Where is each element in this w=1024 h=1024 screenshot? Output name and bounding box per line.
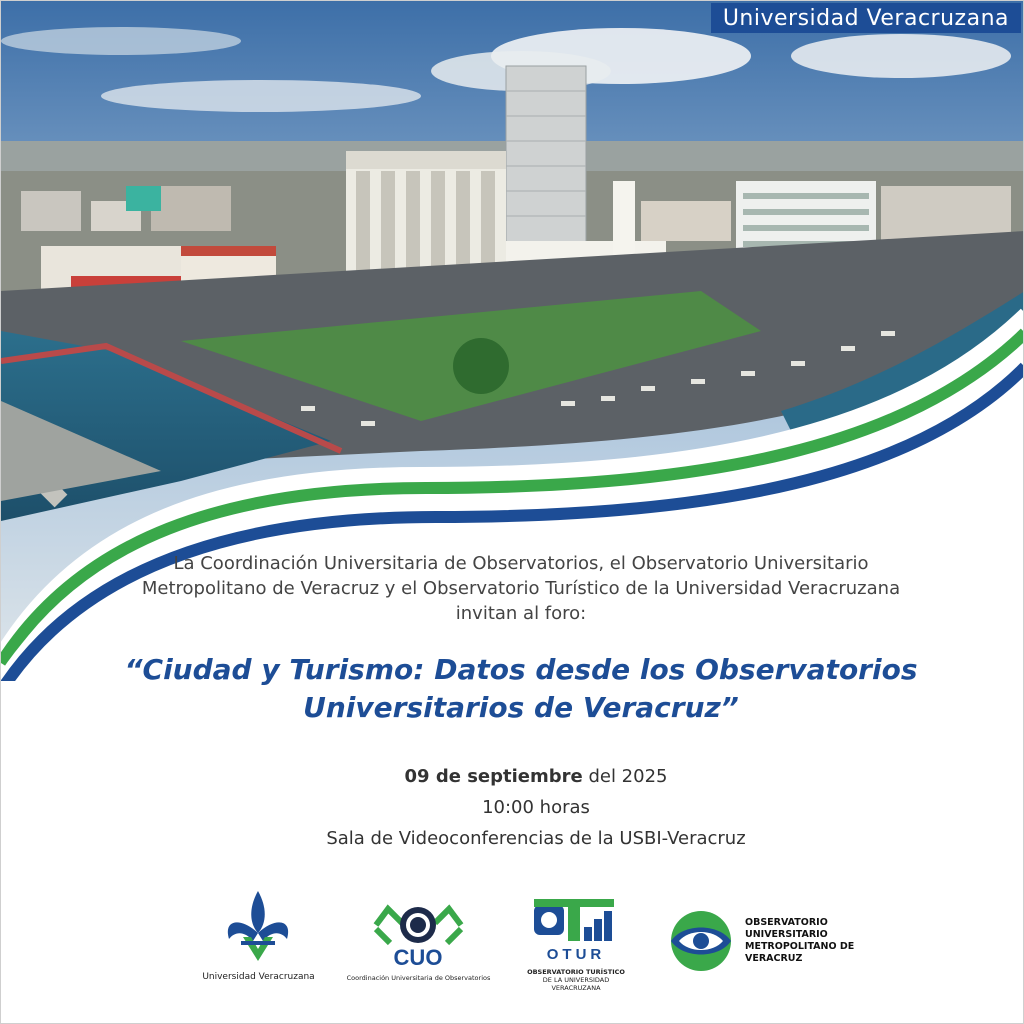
oumv-line: VERACRUZ — [745, 953, 803, 964]
event-date-bold: 09 de septiembre — [404, 766, 583, 787]
event-date-rest: del 2025 — [582, 766, 668, 787]
cuo-logo-caption: Coordinación Universitaria de Observatorios — [346, 974, 491, 982]
event-details — [231, 761, 841, 854]
oumv-line: UNIVERSITARIO — [745, 929, 828, 940]
event-title — [91, 651, 951, 727]
intro-line: Metropolitano de Veracruz y el Observatorio Turístico de la Universidad Veracruzana — [141, 578, 901, 599]
event-date — [231, 761, 841, 792]
otur-acronym: OTUR — [546, 946, 606, 963]
globe-eye-icon — [669, 909, 733, 973]
uv-flor-de-lis-icon — [201, 887, 316, 967]
logo-bar — [1, 881, 1024, 991]
otur-icon — [526, 897, 626, 963]
oumv-line: OBSERVATORIO — [745, 917, 828, 928]
event-title-line: Universitarios de Veracruz” — [303, 691, 739, 724]
event-time: 10:00 horas — [482, 797, 590, 818]
brand-tag: Universidad Veracruzana — [711, 3, 1021, 33]
uv-logo-caption: Universidad Veracruzana — [202, 972, 315, 982]
cuo-logo — [346, 899, 491, 989]
oumv-line: METROPOLITANO DE — [745, 941, 855, 952]
event-venue: Sala de Videoconferencias de la USBI-Veracruz — [326, 828, 746, 849]
cuo-acronym: CUO — [393, 945, 443, 969]
otur-logo-caption-1: OBSERVATORIO TURÍSTICO — [527, 968, 625, 976]
intro-line: La Coordinación Universitaria de Observatorios, el Observatorio Universitario — [173, 553, 869, 574]
intro-line: invitan al foro: — [455, 603, 587, 624]
oumv-logo — [669, 909, 859, 979]
intro-text — [101, 551, 941, 626]
event-title-line: “Ciudad y Turismo: Datos desde los Observatorios — [124, 653, 918, 686]
otur-logo-caption-2: DE LA UNIVERSIDAD VERACRUZANA — [542, 976, 610, 992]
uv-logo — [201, 887, 316, 987]
eye-icon — [346, 899, 491, 969]
otur-logo — [526, 897, 626, 991]
